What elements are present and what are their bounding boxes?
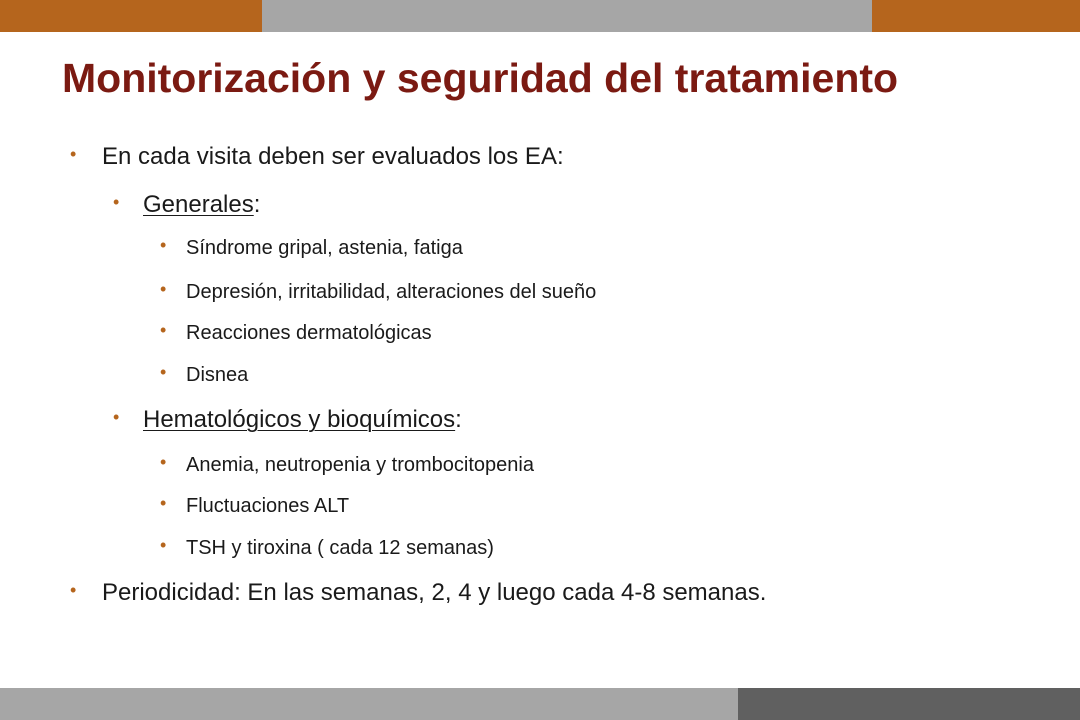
bottom-left-bar <box>0 688 738 720</box>
bullet-heading-generales: Generales <box>143 191 254 218</box>
bullet-text: Fluctuaciones ALT <box>186 495 350 517</box>
bottom-right-bar <box>738 688 1080 720</box>
bullet-text: Anemia, neutropenia y trombocitopenia <box>186 454 534 476</box>
slide-title: Monitorización y seguridad del tratamiento <box>62 55 899 101</box>
bullet-dot: • <box>160 362 167 382</box>
bullet-dot: • <box>160 320 167 340</box>
bullet-dot: • <box>160 493 167 513</box>
bullet-heading-hematologicos: Hematológicos y bioquímicos <box>143 406 456 433</box>
bullet-suffix: : <box>455 406 462 433</box>
bullet-dot: • <box>113 407 120 427</box>
top-center-bar <box>262 0 872 32</box>
bullet-text: Reacciones dermatológicas <box>186 322 432 344</box>
bullet-text: Depresión, irritabilidad, alteraciones del sueño <box>186 281 597 303</box>
bullet-text: TSH y tiroxina ( cada 12 semanas) <box>186 537 494 559</box>
top-right-accent-bar <box>872 0 1080 32</box>
bullet-dot: • <box>160 235 167 255</box>
bullet-dot: • <box>160 452 167 472</box>
top-left-accent-bar <box>0 0 262 32</box>
bullet-text: Disnea <box>186 364 249 386</box>
bullet-dot: • <box>70 580 77 600</box>
bullet-suffix: : <box>253 191 261 218</box>
bullet-text: En cada visita deben ser evaluados los EA: <box>102 143 564 170</box>
bullet-dot: • <box>113 192 120 212</box>
bullet-dot: • <box>160 535 167 555</box>
bullet-text: Periodicidad: En las semanas, 2, 4 y luego cada 4-8 semanas. <box>102 579 767 606</box>
bullet-dot: • <box>160 279 167 299</box>
bullet-text: Síndrome gripal, astenia, fatiga <box>186 237 463 259</box>
bullet-dot: • <box>70 144 77 164</box>
